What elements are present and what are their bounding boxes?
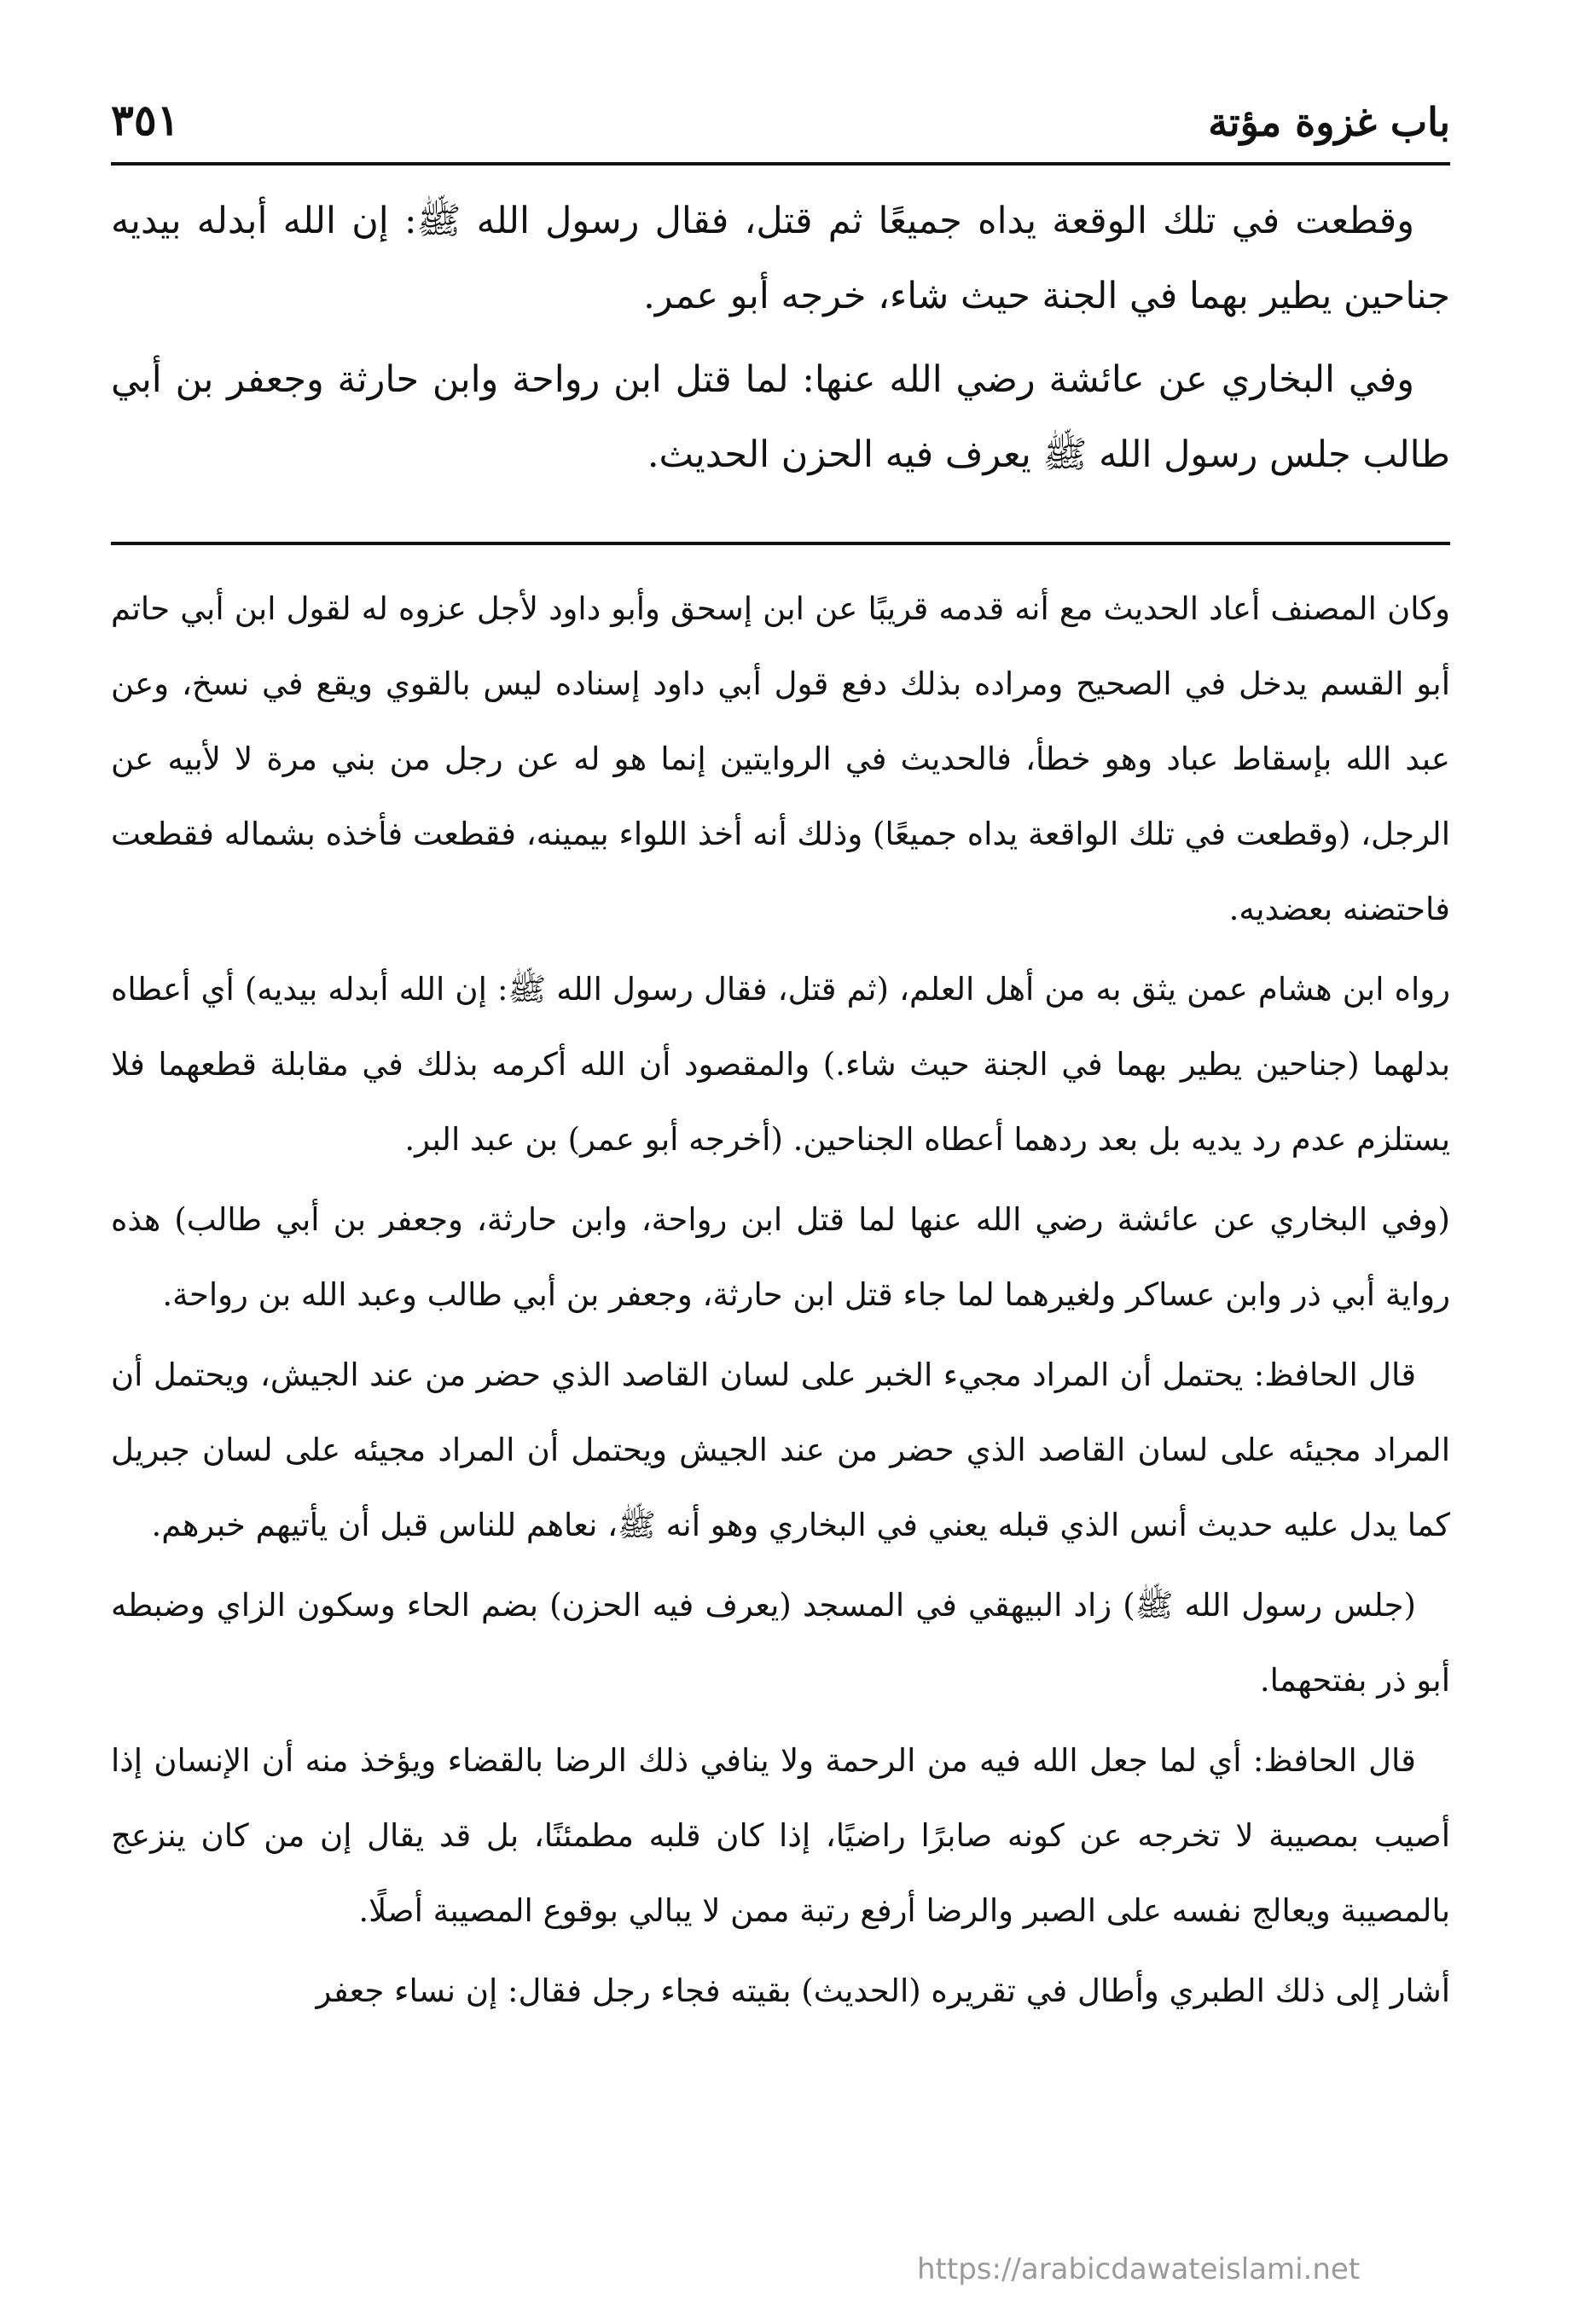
commentary	[111, 572, 1450, 2034]
commentary-paragraph: قال الحافظ: أي لما جعل الله فيه من الرحمة ولا ينافي ذلك الرضا بالقضاء ويؤخذ منه أن الإنسان إذا أصيب بمصيبة لا تخرجه عن كونه صابرًا راضيًا، إذا كان قلبه مطمئنًا، بل قد يقال إن من كان ينزعج بالمصيبة ويعالج نفسه على الصبر والرضا أرفع رتبة ممن لا يبالي بوقوع المصيبة أصلًا.	[111, 1742, 1450, 1929]
main-text	[111, 183, 1450, 501]
commentary-paragraph: رواه ابن هشام عمن يثق به من أهل العلم، (ثم قتل، فقال رسول الله ﷺ: إن الله أبدله بيديه) أي أعطاه بدلهما (جناحين يطير بهما في الجنة حيث شاء.) والمقصود أن الله أكرمه بذلك في مقابلة قطعهما فلا يستلزم عدم رد يديه بل بعد ردهما أعطاه الجناحين. (أخرجه أبو عمر) بن عبد البر.	[111, 971, 1450, 1158]
main-text-paragraph: وقطعت في تلك الوقعة يداه جميعًا ثم قتل، فقال رسول الله ﷺ: إن الله أبدله بيديه جناحين يطير بهما في الجنة حيث شاء، خرجه أبو عمر.	[111, 200, 1450, 317]
commentary-paragraph: أشار إلى ذلك الطبري وأطال في تقريره (الحديث) بقيته فجاء رجل فقال: إن نساء جعفر	[316, 1972, 1450, 2009]
commentary-paragraph: (جلس رسول الله ﷺ) زاد البيهقي في المسجد (يعرف فيه الحزن) بضم الحاء وسكون الزاي وضبطه أبو ذر بفتحهما.	[111, 1587, 1450, 1699]
header-rule	[111, 162, 1450, 166]
page-number: ٣٥١	[111, 95, 180, 145]
commentary-paragraph: قال الحافظ: يحتمل أن المراد مجيء الخبر على لسان القاصد الذي حضر من عند الجيش، ويحتمل أن المراد مجيئه على لسان القاصد الذي حضر من عند الجيش ويحتمل أن المراد مجيئه على لسان جبريل كما يدل عليه حديث أنس الذي قبله يعني في البخاري وهو أنه ﷺ، نعاهم للناس قبل أن يأتيهم خبرهم.	[111, 1357, 1450, 1543]
chapter-title: باب غزوة مؤتة	[1208, 99, 1450, 145]
book-page	[111, 77, 1450, 2295]
watermark-url: https://arabicdawateislami.net	[917, 2252, 1361, 2286]
running-header	[111, 77, 1450, 145]
main-text-paragraph: وفي البخاري عن عائشة رضي الله عنها: لما قتل ابن رواحة وابن حارثة وجعفر بن أبي طالب جلس رسول الله ﷺ يعرف فيه الحزن الحديث.	[111, 358, 1450, 476]
commentary-paragraph: (وفي البخاري عن عائشة رضي الله عنها لما قتل ابن رواحة، وابن حارثة، وجعفر بن أبي طالب) هذه رواية أبي ذر وابن عساكر ولغيرهما لما جاء قتل ابن حارثة، وجعفر بن أبي طالب وعبد الله بن رواحة.	[111, 1201, 1450, 1313]
section-separator	[111, 542, 1450, 545]
commentary-paragraph: وكان المصنف أعاد الحديث مع أنه قدمه قريبًا عن ابن إسحق وأبو داود لأجل عزوه له لقول ابن أبي حاتم أبو القسم يدخل في الصحيح ومراده بذلك دفع قول أبي داود إسناده ليس بالقوي ويقع في نسخ، وعن عبد الله بإسقاط عباد وهو خطأ، فالحديث في الروايتين إنما هو له عن رجل من بني مرة لا لأبيه عن الرجل، (وقطعت في تلك الواقعة يداه جميعًا) وذلك أنه أخذ اللواء بيمينه، فقطعت فأخذه بشماله فقطعت فاحتضنه بعضديه.	[111, 590, 1450, 927]
